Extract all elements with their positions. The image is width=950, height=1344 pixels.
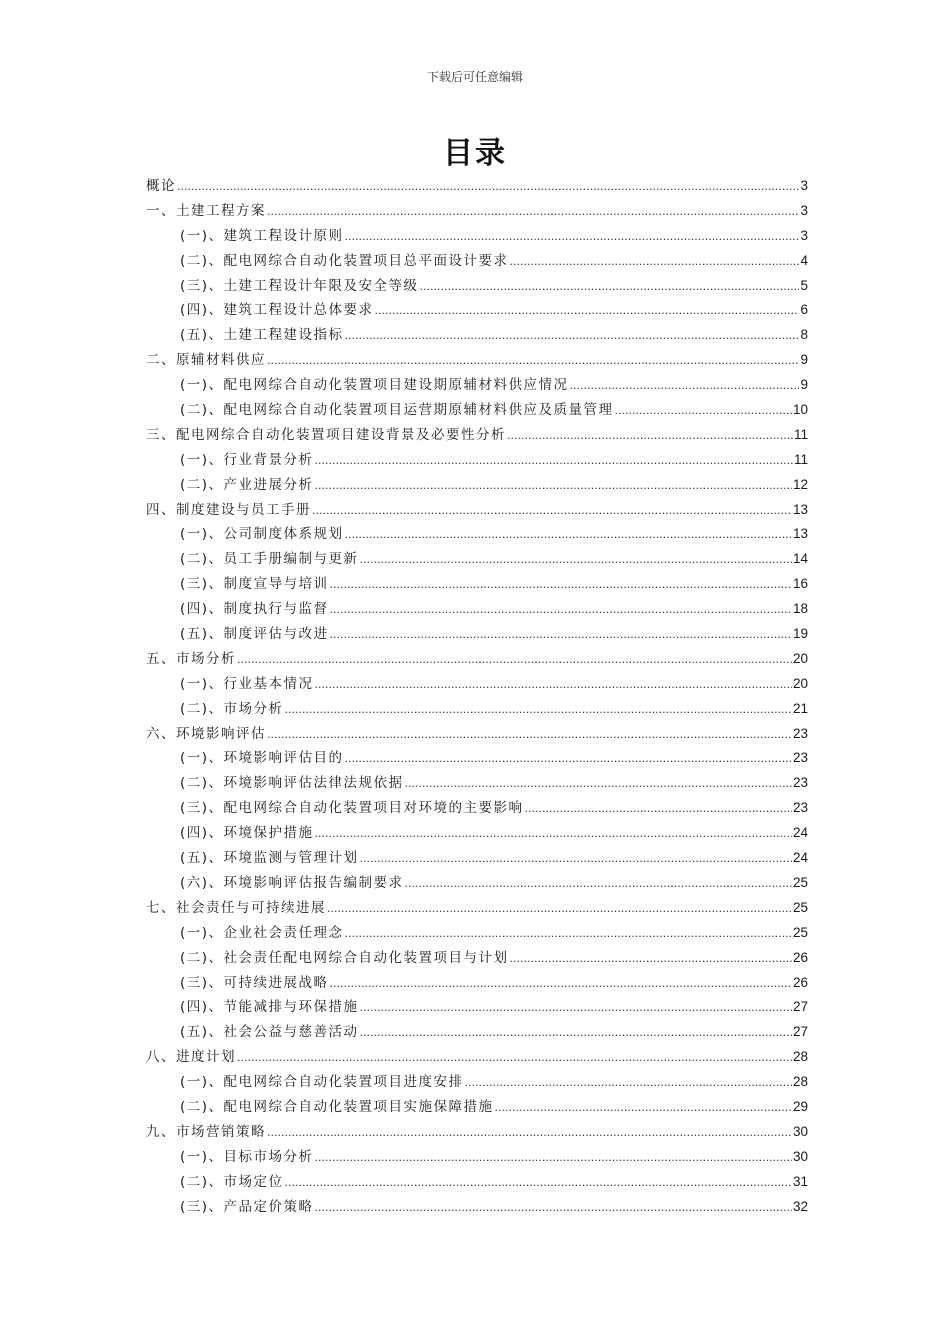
dot-leader bbox=[405, 772, 792, 797]
toc-entry-title: (五)、制度评估与改进 bbox=[180, 626, 329, 643]
toc-entry-title: (三)、配电网综合自动化装置项目对环境的主要影响 bbox=[180, 800, 524, 817]
toc-entry-title: (一)、行业背景分析 bbox=[180, 451, 314, 468]
toc-entry-title: (三)、制度宣导与培训 bbox=[180, 576, 329, 593]
toc-page-number: 32 bbox=[792, 1198, 808, 1214]
toc-page-number: 23 bbox=[792, 800, 808, 816]
dot-leader bbox=[327, 897, 792, 922]
dot-leader bbox=[465, 1071, 792, 1096]
dot-leader bbox=[495, 1096, 792, 1121]
toc-entry[interactable] bbox=[146, 995, 808, 1020]
toc-entry[interactable] bbox=[146, 771, 808, 796]
toc-entry[interactable] bbox=[146, 697, 808, 722]
toc-entry[interactable] bbox=[146, 796, 808, 821]
toc-entry-title: (一)、环境影响评估目的 bbox=[180, 750, 344, 767]
toc-entry[interactable] bbox=[146, 423, 808, 448]
dot-leader bbox=[345, 225, 800, 250]
dot-leader bbox=[510, 250, 800, 275]
toc-entry[interactable] bbox=[146, 597, 808, 622]
toc-entry[interactable] bbox=[146, 249, 808, 274]
toc-entry[interactable] bbox=[146, 1145, 808, 1170]
table-of-contents bbox=[146, 174, 808, 1219]
toc-entry[interactable] bbox=[146, 572, 808, 597]
toc-entry[interactable] bbox=[146, 1045, 808, 1070]
toc-entry-title: 六、环境影响评估 bbox=[146, 725, 266, 742]
toc-entry-title: (三)、土建工程设计年限及安全等级 bbox=[180, 277, 419, 294]
toc-entry-title: (一)、企业社会责任理念 bbox=[180, 924, 344, 941]
toc-entry-title: (一)、公司制度体系规划 bbox=[180, 526, 344, 543]
toc-entry-title: 七、社会责任与可持续进展 bbox=[146, 899, 326, 916]
toc-entry[interactable] bbox=[146, 398, 808, 423]
dot-leader bbox=[360, 548, 792, 573]
toc-entry-title: 二、原辅材料供应 bbox=[146, 352, 266, 369]
dot-leader bbox=[315, 673, 792, 698]
toc-entry-title: (二)、环境影响评估法律法规依据 bbox=[180, 775, 404, 792]
dot-leader bbox=[315, 449, 793, 474]
dot-leader bbox=[420, 275, 800, 300]
toc-page-number: 30 bbox=[792, 1123, 808, 1139]
toc-entry[interactable] bbox=[146, 821, 808, 846]
toc-entry-title: (三)、产品定价策略 bbox=[180, 1198, 314, 1215]
toc-entry-title: 三、配电网综合自动化装置项目建设背景及必要性分析 bbox=[146, 426, 506, 443]
toc-page-number: 11 bbox=[793, 426, 808, 442]
dot-leader bbox=[360, 847, 792, 872]
toc-entry-title: (一)、配电网综合自动化装置项目进度安排 bbox=[180, 1074, 464, 1091]
toc-page-number: 9 bbox=[800, 377, 808, 393]
toc-entry-title: (四)、环境保护措施 bbox=[180, 825, 314, 842]
dot-leader bbox=[267, 1121, 792, 1146]
toc-entry-title: (五)、土建工程建设指标 bbox=[180, 327, 344, 344]
toc-entry[interactable] bbox=[146, 473, 808, 498]
dot-leader bbox=[570, 374, 800, 399]
toc-entry[interactable] bbox=[146, 971, 808, 996]
toc-entry-title: (一)、配电网综合自动化装置项目建设期原辅材料供应情况 bbox=[180, 377, 569, 394]
toc-entry-title: (二)、配电网综合自动化装置项目实施保障措施 bbox=[180, 1098, 494, 1115]
toc-entry-title: 八、进度计划 bbox=[146, 1049, 236, 1066]
toc-entry[interactable] bbox=[146, 448, 808, 473]
toc-page-number: 13 bbox=[792, 526, 808, 542]
toc-entry[interactable] bbox=[146, 274, 808, 299]
toc-page-number: 4 bbox=[800, 252, 808, 268]
toc-entry[interactable] bbox=[146, 174, 808, 199]
toc-entry[interactable] bbox=[146, 622, 808, 647]
toc-page-number: 25 bbox=[792, 899, 808, 915]
toc-entry-title: (二)、市场分析 bbox=[180, 700, 284, 717]
toc-page-number: 3 bbox=[800, 202, 808, 218]
toc-entry[interactable] bbox=[146, 199, 808, 224]
toc-entry[interactable] bbox=[146, 348, 808, 373]
toc-page-number: 18 bbox=[792, 601, 808, 617]
toc-entry[interactable] bbox=[146, 547, 808, 572]
toc-entry-title: (四)、节能减排与环保措施 bbox=[180, 999, 359, 1016]
toc-entry[interactable] bbox=[146, 323, 808, 348]
dot-leader bbox=[375, 299, 800, 324]
dot-leader bbox=[267, 200, 799, 225]
dot-leader bbox=[237, 648, 792, 673]
toc-page-number: 25 bbox=[792, 924, 808, 940]
toc-entry[interactable] bbox=[146, 1170, 808, 1195]
toc-entry-title: (五)、环境监测与管理计划 bbox=[180, 850, 359, 867]
toc-page-number: 29 bbox=[792, 1098, 808, 1114]
toc-entry-title: (一)、建筑工程设计原则 bbox=[180, 227, 344, 244]
toc-page-number: 23 bbox=[792, 775, 808, 791]
toc-page-number: 24 bbox=[792, 825, 808, 841]
toc-page-number: 11 bbox=[793, 451, 808, 467]
toc-entry-title: (三)、可持续进展战略 bbox=[180, 974, 329, 991]
toc-entry[interactable] bbox=[146, 896, 808, 921]
toc-entry[interactable] bbox=[146, 946, 808, 971]
dot-leader bbox=[315, 1146, 792, 1171]
toc-title: 目录 bbox=[443, 136, 507, 171]
toc-page-number: 25 bbox=[792, 874, 808, 890]
toc-page-number: 19 bbox=[792, 626, 808, 642]
toc-entry[interactable] bbox=[146, 921, 808, 946]
toc-page-number: 21 bbox=[792, 700, 808, 716]
toc-entry-title: (二)、配电网综合自动化装置项目运营期原辅材料供应及质量管理 bbox=[180, 402, 614, 419]
toc-page-number: 6 bbox=[800, 302, 808, 318]
dot-leader bbox=[510, 947, 792, 972]
toc-page-number: 23 bbox=[792, 725, 808, 741]
toc-entry-title: 四、制度建设与员工手册 bbox=[146, 501, 311, 518]
toc-entry[interactable] bbox=[146, 373, 808, 398]
toc-entry-title: (六)、环境影响评估报告编制要求 bbox=[180, 874, 404, 891]
toc-page-number: 13 bbox=[792, 501, 808, 517]
toc-page-number: 23 bbox=[792, 750, 808, 766]
toc-page-number: 27 bbox=[792, 1024, 808, 1040]
dot-leader bbox=[345, 324, 800, 349]
dot-leader bbox=[315, 474, 792, 499]
toc-page-number: 31 bbox=[792, 1173, 808, 1189]
dot-leader bbox=[315, 822, 792, 847]
toc-entry-title: (五)、社会公益与慈善活动 bbox=[180, 1024, 359, 1041]
toc-entry[interactable] bbox=[146, 298, 808, 323]
toc-entry-title: (二)、配电网综合自动化装置项目总平面设计要求 bbox=[180, 252, 509, 269]
dot-leader bbox=[345, 922, 792, 947]
dot-leader bbox=[267, 723, 792, 748]
toc-entry-title: 五、市场分析 bbox=[146, 650, 236, 667]
toc-entry[interactable] bbox=[146, 1020, 808, 1045]
toc-page-number: 5 bbox=[800, 277, 808, 293]
toc-entry[interactable] bbox=[146, 647, 808, 672]
dot-leader bbox=[525, 797, 792, 822]
dot-leader bbox=[405, 872, 792, 897]
toc-entry-title: (二)、社会责任配电网综合自动化装置项目与计划 bbox=[180, 949, 509, 966]
dot-leader bbox=[330, 972, 792, 997]
dot-leader bbox=[345, 747, 792, 772]
toc-entry-title: (二)、产业进展分析 bbox=[180, 476, 314, 493]
toc-entry-title: (四)、建筑工程设计总体要求 bbox=[180, 302, 374, 319]
dot-leader bbox=[330, 598, 792, 623]
toc-page-number: 8 bbox=[800, 327, 808, 343]
toc-entry[interactable] bbox=[146, 1195, 808, 1220]
toc-page-number: 14 bbox=[792, 551, 808, 567]
toc-entry[interactable] bbox=[146, 1070, 808, 1095]
dot-leader bbox=[312, 499, 792, 524]
toc-page-number: 28 bbox=[792, 1074, 808, 1090]
toc-page-number: 3 bbox=[800, 227, 808, 243]
toc-page-number: 28 bbox=[792, 1049, 808, 1065]
dot-leader bbox=[237, 1046, 792, 1071]
toc-entry-title: (四)、制度执行与监督 bbox=[180, 601, 329, 618]
dot-leader bbox=[507, 424, 793, 449]
toc-entry-title: (二)、员工手册编制与更新 bbox=[180, 551, 359, 568]
toc-page-number: 9 bbox=[800, 352, 808, 368]
toc-entry[interactable] bbox=[146, 1095, 808, 1120]
dot-leader bbox=[285, 698, 792, 723]
toc-page-number: 16 bbox=[792, 576, 808, 592]
dot-leader bbox=[285, 1171, 792, 1196]
toc-entry[interactable] bbox=[146, 498, 808, 523]
dot-leader bbox=[615, 399, 792, 424]
toc-entry-title: (一)、目标市场分析 bbox=[180, 1148, 314, 1165]
toc-entry[interactable] bbox=[146, 522, 808, 547]
toc-entry-title: 一、土建工程方案 bbox=[146, 202, 266, 219]
toc-entry[interactable] bbox=[146, 1120, 808, 1145]
toc-entry[interactable] bbox=[146, 871, 808, 896]
toc-entry[interactable] bbox=[146, 224, 808, 249]
toc-entry-title: 概论 bbox=[146, 178, 176, 194]
dot-leader bbox=[330, 573, 792, 598]
toc-page-number: 10 bbox=[792, 402, 808, 418]
toc-page-number: 12 bbox=[792, 476, 808, 492]
dot-leader bbox=[360, 1021, 792, 1046]
dot-leader bbox=[177, 175, 799, 200]
toc-page-number: 26 bbox=[792, 974, 808, 990]
toc-page-number: 27 bbox=[792, 999, 808, 1015]
toc-entry-title: (一)、行业基本情况 bbox=[180, 675, 314, 692]
toc-entry[interactable] bbox=[146, 846, 808, 871]
toc-page-number: 30 bbox=[792, 1148, 808, 1164]
dot-leader bbox=[315, 1196, 792, 1221]
dot-leader bbox=[330, 623, 792, 648]
toc-page-number: 3 bbox=[800, 178, 808, 193]
dot-leader bbox=[267, 349, 799, 374]
toc-entry[interactable] bbox=[146, 722, 808, 747]
toc-page-number: 26 bbox=[792, 949, 808, 965]
dot-leader bbox=[360, 996, 792, 1021]
toc-page-number: 20 bbox=[792, 650, 808, 666]
page-header: 下载后可任意编辑 bbox=[426, 70, 523, 84]
toc-page-number: 20 bbox=[792, 675, 808, 691]
toc-page-number: 24 bbox=[792, 850, 808, 866]
toc-entry[interactable] bbox=[146, 672, 808, 697]
toc-entry[interactable] bbox=[146, 746, 808, 771]
toc-entry-title: 九、市场营销策略 bbox=[146, 1123, 266, 1140]
dot-leader bbox=[345, 523, 792, 548]
toc-entry-title: (二)、市场定位 bbox=[180, 1173, 284, 1190]
